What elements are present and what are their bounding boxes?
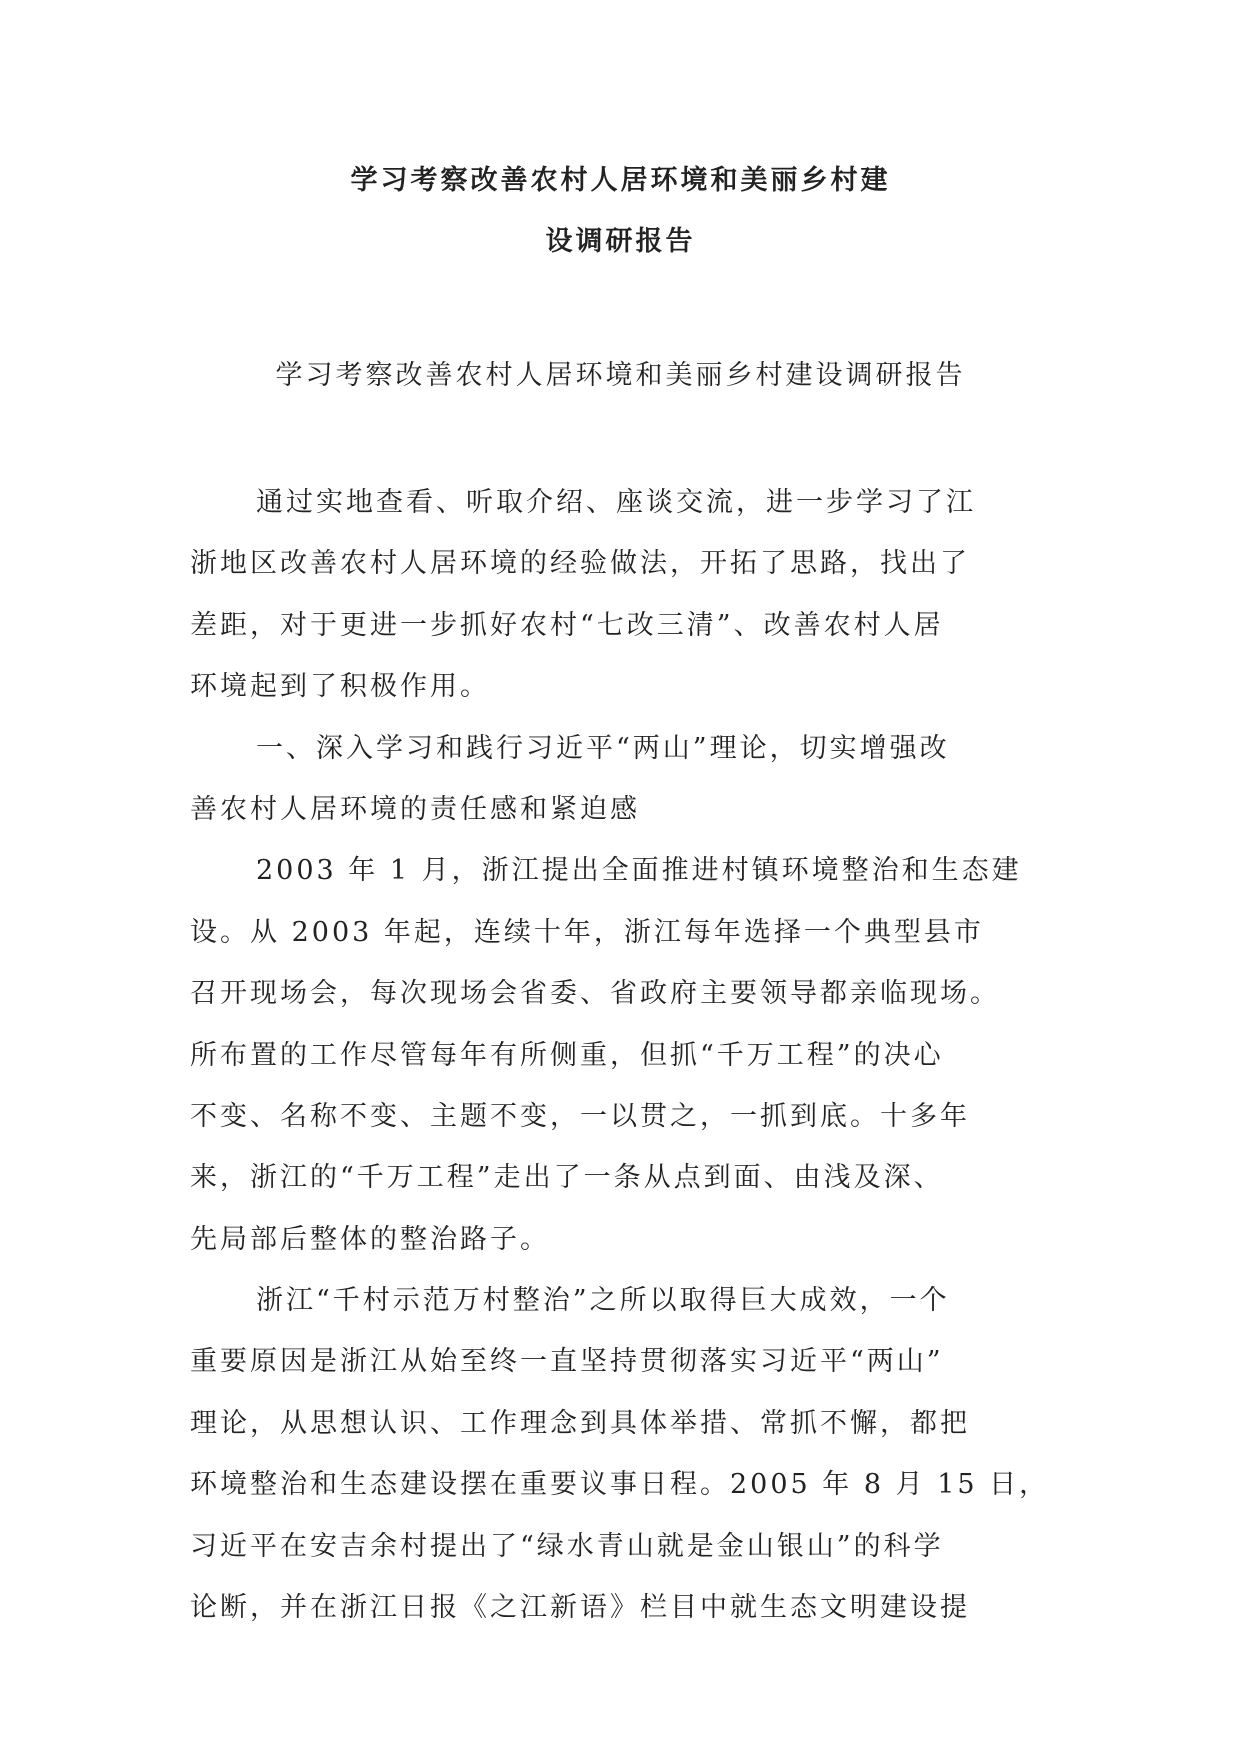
paragraph-line: 不变、名称不变、主题不变，一以贯之，一抓到底。十多年 bbox=[190, 1100, 970, 1132]
paragraph-line: 浙江“千村示范万村整治”之所以取得巨大成效，一个 bbox=[256, 1285, 950, 1317]
paragraph-line: 所布置的工作尽管每年有所侧重，但抓“千万工程”的决心 bbox=[190, 1039, 944, 1071]
section-heading-line: 一、深入学习和践行习近平“两山”理论，切实增强改 bbox=[256, 732, 950, 764]
paragraph-line: 2003 年 1 月，浙江提出全面推进村镇环境整治和生态建 bbox=[256, 855, 1022, 887]
paragraph-line: 召开现场会，每次现场会省委、省政府主要领导都亲临现场。 bbox=[190, 978, 1000, 1010]
paragraph-line: 先局部后整体的整治路子。 bbox=[190, 1223, 550, 1255]
paragraph-line: 设。从 2003 年起，连续十年，浙江每年选择一个典型县市 bbox=[190, 916, 984, 948]
paragraph-line: 来，浙江的“千万工程”走出了一条从点到面、由浅及深、 bbox=[190, 1162, 944, 1194]
document-body bbox=[190, 472, 1070, 1638]
paragraph-line: 环境整治和生态建设摆在重要议事日程。2005 年 8 月 15 日， bbox=[190, 1469, 1050, 1501]
paragraph-line: 通过实地查看、听取介绍、座谈交流，进一步学习了江 bbox=[256, 487, 976, 518]
document-title bbox=[180, 150, 1061, 273]
paragraph-line: 环境起到了积极作用。 bbox=[190, 671, 490, 703]
section-heading-line: 善农村人居环境的责任感和紧迫感 bbox=[190, 793, 640, 825]
document-title-line: 设调研报告 bbox=[545, 226, 696, 258]
paragraph-line: 重要原因是浙江从始至终一直坚持贯彻落实习近平“两山” bbox=[190, 1346, 944, 1378]
paragraph-line: 论断，并在浙江日报《之江新语》栏目中就生态文明建设提 bbox=[190, 1592, 970, 1624]
paragraph-line: 理论，从思想认识、工作理念到具体举措、常抓不懈，都把 bbox=[190, 1407, 970, 1439]
paragraph-line: 浙地区改善农村人居环境的经验做法，开拓了思路，找出了 bbox=[190, 548, 970, 580]
document-subtitle: 学习考察改善农村人居环境和美丽乡村建设调研报告 bbox=[275, 360, 966, 391]
document-title-line: 学习考察改善农村人居环境和美丽乡村建 bbox=[350, 165, 891, 196]
paragraph-line: 习近平在安吉余村提出了“绿水青山就是金山银山”的科学 bbox=[190, 1530, 944, 1562]
paragraph-line: 差距，对于更进一步抓好农村“七改三清”、改善农村人居 bbox=[190, 609, 944, 641]
